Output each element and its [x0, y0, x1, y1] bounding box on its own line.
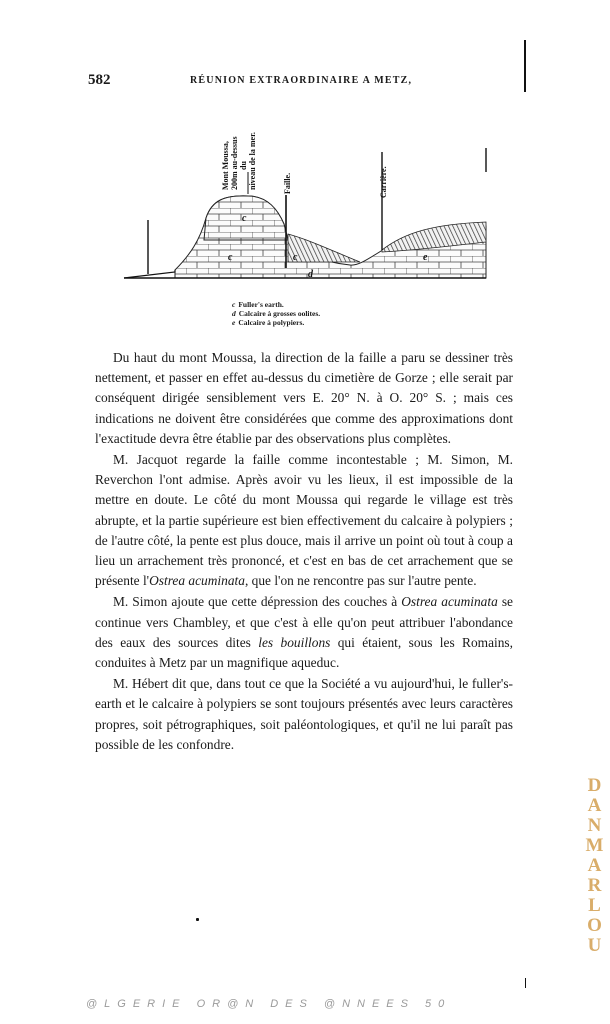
letter-c-right: c — [293, 252, 298, 263]
page-number: 582 — [88, 72, 111, 88]
paragraph-4: M. Hébert dit que, dans tout ce que la Société a vu aujourd'hui, le fuller's-earth et le calcaire à polypiers se sont toujours présentés avec leurs caractères propres, soit pétrographiques, soit paléontologiques, et qu'il ne lui paraît pas possible de les confondre. — [95, 676, 513, 752]
ink-mark — [196, 918, 199, 921]
paragraph-2-tail: , que l'on ne rencontre pas sur l'autre pente. — [244, 573, 477, 589]
legend-text: Calcaire à grosses oolites. — [238, 309, 321, 318]
legend-key: d — [232, 309, 236, 318]
species-name: Ostrea acuminata — [401, 594, 498, 610]
label-altitude-2: du — [239, 161, 248, 170]
label-altitude-1: 200m au-dessus — [230, 136, 239, 190]
label-carriere: Carrière. — [379, 166, 388, 198]
label-faille: Faille. — [283, 172, 292, 194]
species-name: Ostrea acuminata — [149, 573, 245, 589]
legend-row — [232, 300, 320, 309]
letter-c-lower: c — [228, 252, 233, 263]
paragraph-3 — [95, 592, 513, 673]
body-text — [95, 348, 513, 756]
legend-row — [232, 318, 320, 327]
ground-line-left — [124, 270, 175, 278]
legend-key: e — [232, 318, 236, 327]
legend-key: c — [232, 300, 236, 309]
hatched-layer-left — [288, 234, 360, 262]
figure-legend — [232, 300, 320, 327]
bottom-watermark: @LGERIE OR@N DES @NNEES 50 — [86, 998, 452, 1010]
legend-row — [232, 309, 320, 318]
label-altitude-3: niveau de la mer. — [248, 132, 257, 190]
source-name: les bouillons — [258, 634, 331, 650]
paragraph-3-mid: se continue vers Chambley, et que c'est à elle qu'on peut attribuer l'abondance des eaux des sources dites — [95, 594, 513, 650]
legend-text: Fuller's earth. — [238, 300, 284, 309]
letter-c-upper: c — [242, 213, 247, 224]
paragraph-3-tail: qui étaient, sous les Romains, conduites à Metz par un magnifique aqueduc. — [95, 634, 513, 671]
letter-d: d — [308, 269, 313, 280]
paragraph-3-text: M. Simon ajoute que cette dépression des couches à — [113, 594, 402, 610]
running-title: RÉUNION EXTRAORDINAIRE A METZ, — [190, 75, 413, 86]
paragraph-1: Du haut du mont Moussa, la direction de la faille a paru se dessiner très nettement, et passer en effet au-dessus du cimetière de Gorze ; elle serait par conséquent dirigée sensiblement vers E. 20° N. à O. 20° S. ; mais ces indications ne doivent être considérées que comme des approximations dont l'exactitude devra être établie par des observations plus complètes. — [95, 350, 513, 446]
legend-text: Calcaire à polypiers. — [238, 318, 305, 327]
letter-e: e — [423, 252, 428, 263]
margin-tick — [525, 978, 526, 988]
paragraph-2 — [95, 450, 513, 591]
margin-rule — [524, 40, 526, 92]
side-watermark: DANMARLOU — [584, 775, 605, 955]
label-mont-moussa: Mont Moussa, — [221, 141, 230, 190]
geological-cross-section — [120, 100, 492, 300]
paragraph-2-text: M. Jacquot regarde la faille comme incontestable ; M. Simon, M. Reverchon l'ont admise. Après avoir vu les lieux, il est impossible de la mettre en doute. Le côté du mont Moussa qui regarde le village est très abrupte, et la partie supérieure est bien effectivement du calcaire à polypiers ; de l'autre côté, la pente est plus douce, mais il arrive un point où tout à coup a lieu un arrachement très prononcé, et c'est en bas de cet arrachement que se présente l' — [95, 452, 513, 589]
